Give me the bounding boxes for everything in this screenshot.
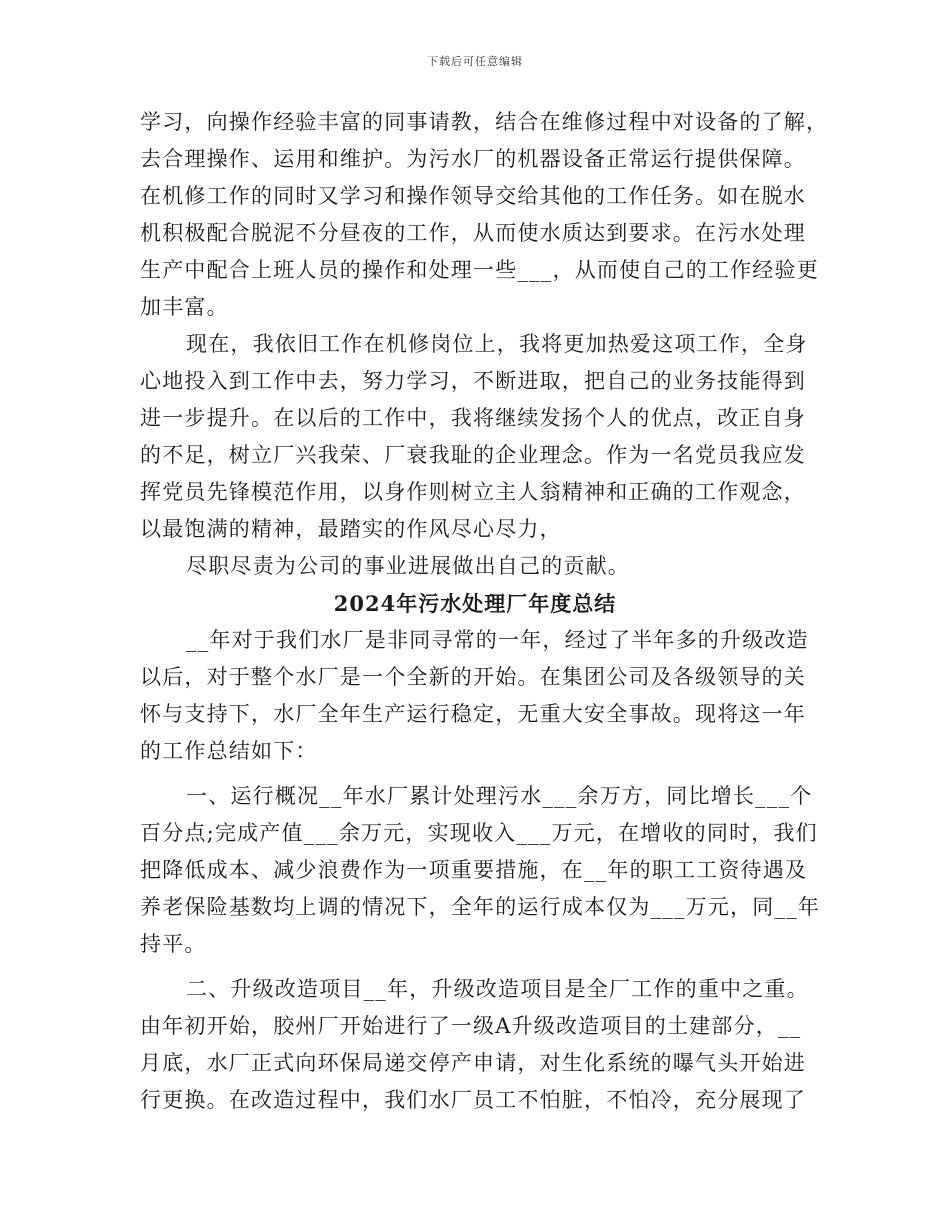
paragraph-current-work xyxy=(140,326,840,548)
text-line: 挥党员先锋模范作用，以身作则树立主人翁精神和正确的工作观念， xyxy=(140,480,806,504)
text-line: 生产中配合上班人员的操作和处理一些___，从而使自己的工作经验更 xyxy=(140,258,819,282)
paragraph-upgrade xyxy=(140,971,840,1119)
text-line: 行更换。在改造过程中，我们水厂员工不怕脏，不怕冷，充分展现了 xyxy=(140,1088,806,1112)
text-line: 在机修工作的同时又学习和操作领导交给其他的工作任务。如在脱水 xyxy=(140,184,806,208)
spacer xyxy=(140,770,840,778)
text-line: 去合理操作、运用和维护。为污水厂的机器设备正常运行提供保障。 xyxy=(140,147,806,171)
text-line: 机积极配合脱泥不分昼夜的工作，从而使水质达到要求。在污水处理 xyxy=(140,221,806,245)
text-line: 现在，我依旧工作在机修岗位上，我将更加热爱这项工作，全身 xyxy=(186,332,808,356)
text-line: 的工作总结如下： xyxy=(140,739,318,763)
document-body xyxy=(140,104,840,1119)
text-line: 以后，对于整个水厂是一个全新的开始。在集团公司及各级领导的关 xyxy=(140,665,806,689)
text-line: 一、运行概况__年水厂累计处理污水___余万方，同比增长___个 xyxy=(186,784,813,808)
header-note: 下载后可任意编辑 xyxy=(427,55,523,68)
paragraph-closing: 尽职尽责为公司的事业进展做出自己的贡献。 xyxy=(186,554,630,578)
text-line: 进一步提升。在以后的工作中，我将继续发扬个人的优点，改正自身 xyxy=(140,406,806,430)
text-line: 怀与支持下，水厂全年生产运行稳定，无重大安全事故。现将这一年 xyxy=(140,702,806,726)
text-line: 心地投入到工作中去，努力学习，不断进取，把自己的业务技能得到 xyxy=(140,369,806,393)
text-line: 养老保险基数均上调的情况下，全年的运行成本仅为___万元，同__年 xyxy=(140,895,821,919)
text-line: 的不足，树立厂兴我荣、厂衰我耻的企业理念。作为一名党员我应发 xyxy=(140,443,806,467)
text-line: 加丰富。 xyxy=(140,295,229,319)
text-line: 学习，向操作经验丰富的同事请教，结合在维修过程中对设备的了解， xyxy=(140,110,829,134)
paragraph-continuation xyxy=(140,104,840,326)
text-line: 持平。 xyxy=(140,932,207,956)
text-line: 百分点;完成产值___余万元，实现收入___万元，在增收的同时，我们 xyxy=(140,821,818,845)
section-title: 2024年污水处理厂年度总结 xyxy=(333,591,617,616)
text-line: 月底，水厂正式向环保局递交停产申请，对生化系统的曝气头开始进 xyxy=(140,1051,806,1075)
text-line: __年对于我们水厂是非同寻常的一年，经过了半年多的升级改造 xyxy=(186,628,809,652)
text-line: 由年初开始，胶州厂开始进行了一级A升级改造项目的土建部分，__ xyxy=(140,1014,802,1038)
text-line: 把降低成本、减少浪费作为一项重要措施，在__年的职工工资待遇及 xyxy=(140,858,808,882)
paragraph-intro xyxy=(140,622,840,770)
text-line: 以最饱满的精神，最踏实的作风尽心尽力， xyxy=(140,517,562,541)
spacer xyxy=(140,963,840,971)
text-line: 二、升级改造项目__年，升级改造项目是全厂工作的重中之重。 xyxy=(186,977,809,1001)
paragraph-operations xyxy=(140,778,840,963)
